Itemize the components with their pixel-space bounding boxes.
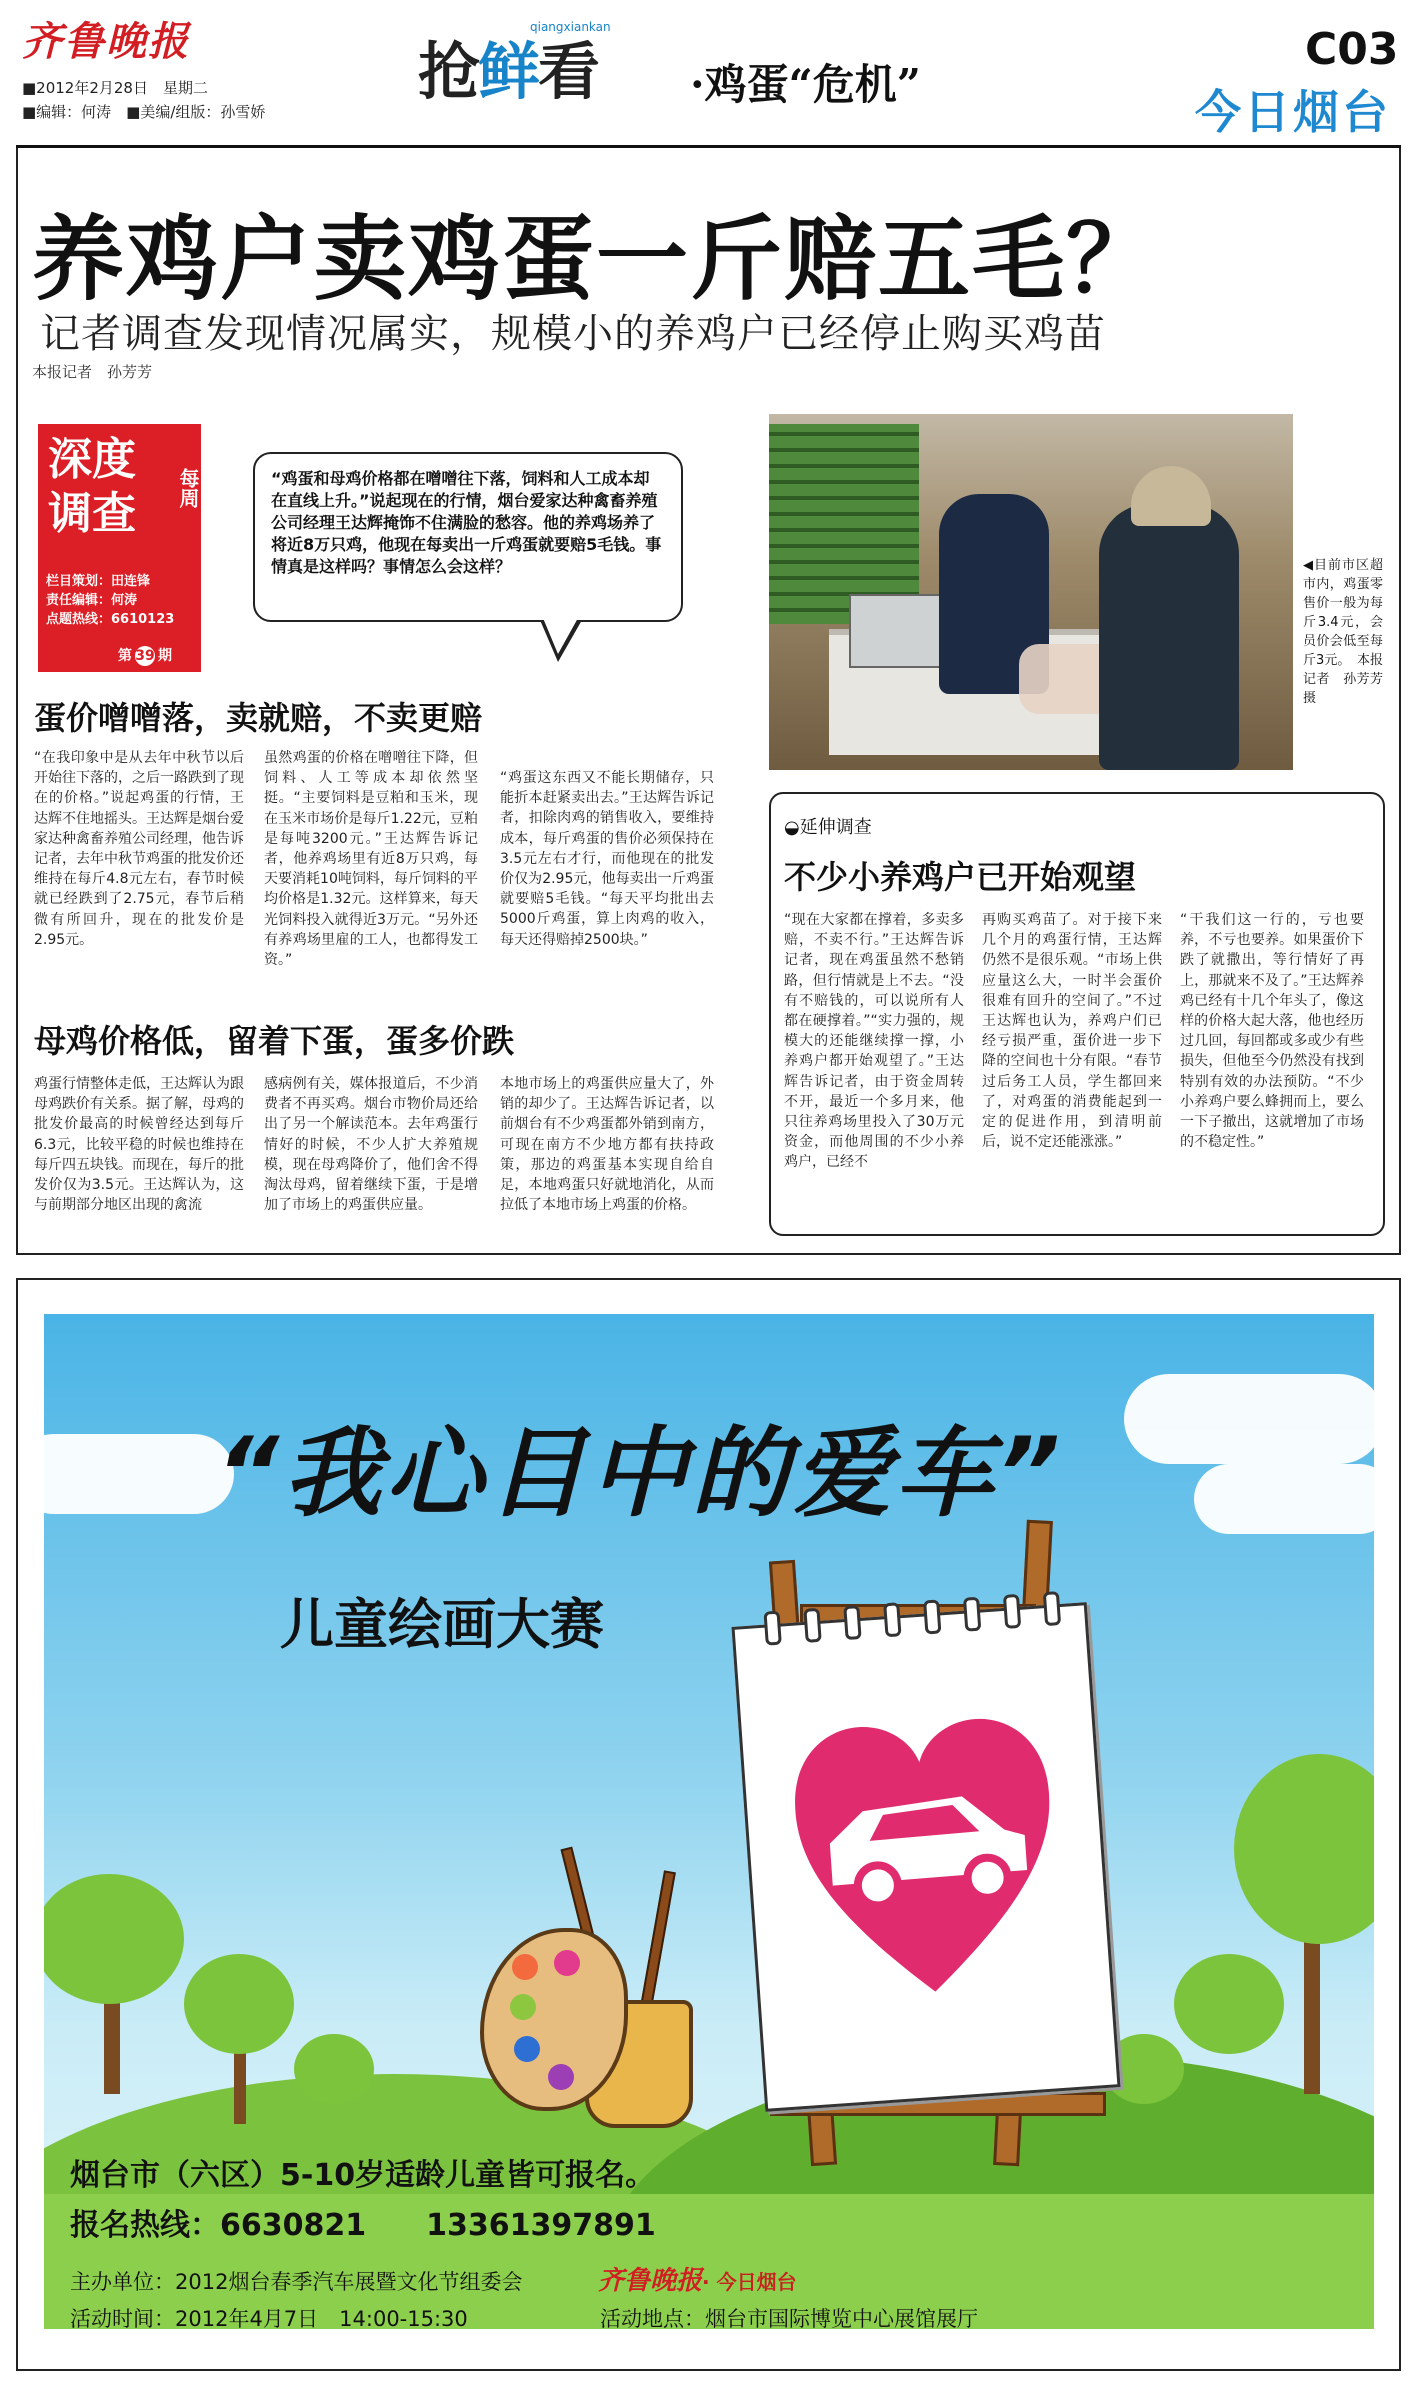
issue-suffix: 期 [158,648,172,664]
customer-hat [1131,466,1211,526]
paint-dot [548,2064,574,2090]
badge-hotline: 点题热线：6610123 [46,612,175,627]
cloud-left [44,1434,234,1514]
pad-ring [963,1597,981,1632]
sidebar-col3: “干我们这一行的，亏也要养，不亏也要养。如果蛋价下跌了就撒出，等行情好了再上，那就来不及了。”王达辉养鸡已经有十几个年头了，像这样的价格大起大落，他也经历过几回，每回都或多或少有些损失，但他至今仍然没有找到特别有效的办法预防。“不少小养鸡户要么蜂拥而上，要么一下子撤出，这就增加了市场的不稳定性。” [1180,912,1364,1151]
section2-col3: 本地市场上的鸡蛋供应量大了，外销的却少了。王达辉告诉记者，以前烟台有不少鸡蛋都外销到南方，可现在南方不少地方都有扶持政策，那边的鸡蛋基本实现自给自足，本地鸡蛋只好就地消化，从而拉低了本地市场上鸡蛋的价格。 [500,1076,714,1214]
section1-col1: “在我印象中是从去年中秋节以后开始往下落的，之后一路跌到了现在的价格。”说起鸡蛋的行情，王达辉不住地摇头。王达辉是烟台爱家达种禽畜养殖公司经理，他告诉记者，去年中秋节鸡蛋的批发价还维持在每斤4.8元左右，春节时候就已经跌到了2.75元，春节后稍微有所回升，现在的批发价是2.95元。 [34,750,244,948]
ad-hotline [70,2200,656,2244]
ad-organizer-brand [598,2260,797,2297]
pull-quote: “鸡蛋和母鸡价格都在噌噌往下落，饲料和人工成本却在直线上升。”说起现在的行情，烟台爱家达种禽畜养殖公司经理王达辉掩饰不住满脸的愁容。他的养鸡场养了将近8万只鸡，他现在每卖出一斤鸡蛋就要赔5毛钱。事情真是这样吗？事情怎么会这样？ [253,452,683,622]
column-logo-text: 抢鲜看 [418,35,599,108]
tree-right-2 [1174,1954,1284,2054]
section1-col3: “鸡蛋这东西又不能长期储存，只能折本赶紧卖出去。”王达辉告诉记者，扣除肉鸡的销售收入，要维持成本，每斤鸡蛋的售价必须保持在3.5元左右才行，而他现在的批发价仅为2.95元，他每卖出一斤鸡蛋就要赔5毛钱。“每天平均批出去5000斤鸡蛋，算上肉鸡的收入，每天还得赔掉2500块。” [500,770,714,948]
ad-title: “我心目中的爱车” [216,1417,1065,1531]
ad-time: 活动时间：2012年4月7日 14:00-15:30 [70,2307,468,2331]
section1-col2: 虽然鸡蛋的价格在噌噌往下降，但饲料、人工等成本却依然坚挺。“主要饲料是豆粕和玉米，现在玉米市场价是每斤1.22元，豆粕是每吨3200元。”王达辉告诉记者，他养鸡场里有近8万只鸡，每天要消耗10吨饲料，每斤饲料的平均价格是1.32元。这样算来，每天光饲料投入就得近3万元。“另外还有养鸡场里雇的工人，也都得发工资。” [264,750,478,969]
byline: 本报记者 孙芳芳 [32,363,153,381]
column-title: ·鸡蛋“危机” [690,60,921,109]
subheadline: 记者调查发现情况属实，规模小的养鸡户已经停止购买鸡苗 [40,311,1106,357]
ad-subtitle: 儿童绘画大赛 [280,1593,604,1656]
ad-brand-logo: 齐鲁晚报 [598,2266,703,2296]
in-depth-investigation-badge [38,424,201,672]
pad-ring [763,1611,781,1646]
paint-dot [512,1954,538,1980]
date-line: ■2012年2月28日 星期二 [22,79,208,97]
sidebar-kicker [784,813,872,839]
customer-figure [1099,504,1239,770]
ad-venue: 活动地点：烟台市国际博览中心展馆展厅 [600,2307,978,2331]
sidebar-col2: 再购买鸡苗了。对于接下来几个月的鸡蛋行情，王达辉仍然不是很乐观。“市场上供应量这么大，一时半会蛋价很难有回升的空间了。”不过王达辉也认为，养鸡户们已经亏损严重，蛋价进一步下降的空间也十分有限。“春节过后务工人员，学生都回来了，对鸡蛋的消费能起到一定的促进作用，到清明前后，说不定还能涨涨。” [982,912,1162,1151]
badge-editor: 责任编辑：何涛 [46,593,138,608]
badge-line1: 深度 [48,434,136,485]
edition-name: 今日烟台 [1195,85,1391,139]
tree-left [44,1874,184,2004]
quote-tail-inner [543,618,578,654]
column-logo [418,22,598,111]
column-logo-pinyin: qiangxiankan [530,20,611,34]
ad-hotline-label: 报名热线： [70,2208,220,2243]
heart-car-icon [781,1698,1071,2006]
sidebar-kicker-label: 延伸调查 [799,817,872,838]
cloud-right-small [1194,1464,1374,1534]
supermarket-photo [769,414,1293,770]
section1-title: 蛋价噌噌落，卖就赔，不卖更赔 [34,699,483,737]
tree-right [1234,1754,1374,1944]
badge-line2: 调查 [48,488,136,539]
newspaper-brand-logo: 齐鲁晚报 [22,18,190,65]
paint-dot [554,1950,580,1976]
drawing-pad [731,1602,1120,2112]
paint-dot [514,2036,540,2062]
cloud-right [1124,1374,1374,1464]
editor-line: ■编辑：何涛 ■美编/组版：孙雪娇 [22,103,266,121]
photo-caption: ◀目前市区超市内，鸡蛋零售价一般为每斤3.4元，会员价会低至每斤3元。 本报记者 孙芳芳 摄 [1303,558,1397,706]
issue-prefix: 第 [118,648,132,664]
ad-hotline-2: 13361397891 [426,2208,656,2243]
ad-hotline-1: 6630821 [220,2208,367,2243]
pad-ring [1003,1594,1021,1629]
badge-issue [118,645,172,666]
tree-left-3 [294,2034,374,2104]
sidebar-title: 不少小养鸡户已开始观望 [784,858,1137,896]
pad-ring [803,1608,821,1643]
column-logo-fresh-char: 鲜 [478,35,539,108]
section2-title: 母鸡价格低，留着下蛋，蛋多价跌 [34,1022,515,1060]
paint-dot [510,1994,536,2020]
badge-info [46,572,174,629]
badge-weekly: 每周 [176,468,200,508]
pad-ring [923,1599,941,1634]
sidebar-kicker-icon: ◒ [784,817,800,838]
section2-col1: 鸡蛋行情整体走低，王达辉认为跟母鸡跌价有关系。据了解，母鸡的批发价最高的时候曾经达到每斤6.3元，比较平稳的时候也维持在每斤四五块钱。而现在，每斤的批发价仅为3.5元。王达辉认为，这与前期部分地区出现的禽流 [34,1076,244,1214]
ad-eligibility: 烟台市（六区）5-10岁适龄儿童皆可报名。 [70,2158,656,2193]
headline: 养鸡户卖鸡蛋一斤赔五毛？ [32,205,1161,313]
ad-brand-edition: · 今日烟台 [702,2270,797,2294]
badge-planner: 栏目策划：田连锋 [46,574,151,589]
issue-number: 39 [135,648,155,664]
ad-organizer: 主办单位：2012烟台春季汽车展暨文化节组委会 [70,2270,523,2294]
sidebar-col1: “现在大家都在撑着，多卖多赔，不卖不行。”王达辉告诉记者，现在鸡蛋虽然不愁销路，但行情就是上不去。“没有不赔钱的，可以说所有人都在硬撑着。”“实力强的，规模大的还能继续撑一撑，小养鸡户都开始观望了。”王达辉告诉记者，由于资金周转不开，最近一个多月来，他只往养鸡场里投入了30万元资金，而他周围的不少小养鸡户，已经不 [784,912,964,1171]
page-number: C03 [1305,24,1399,75]
pad-ring [883,1602,901,1637]
tree-left-2 [184,1954,294,2054]
section2-col2: 感病例有关，媒体报道后，不少消费者不再买鸡。烟台市物价局还给出了另一个解读范本。去年鸡蛋行情好的时候，不少人扩大养殖规模，现在母鸡降价了，他们舍不得淘汰母鸡，留着继续下蛋，于是增加了市场上的鸡蛋供应量。 [264,1076,478,1214]
pad-ring [843,1605,861,1640]
pad-ring [1043,1591,1061,1626]
